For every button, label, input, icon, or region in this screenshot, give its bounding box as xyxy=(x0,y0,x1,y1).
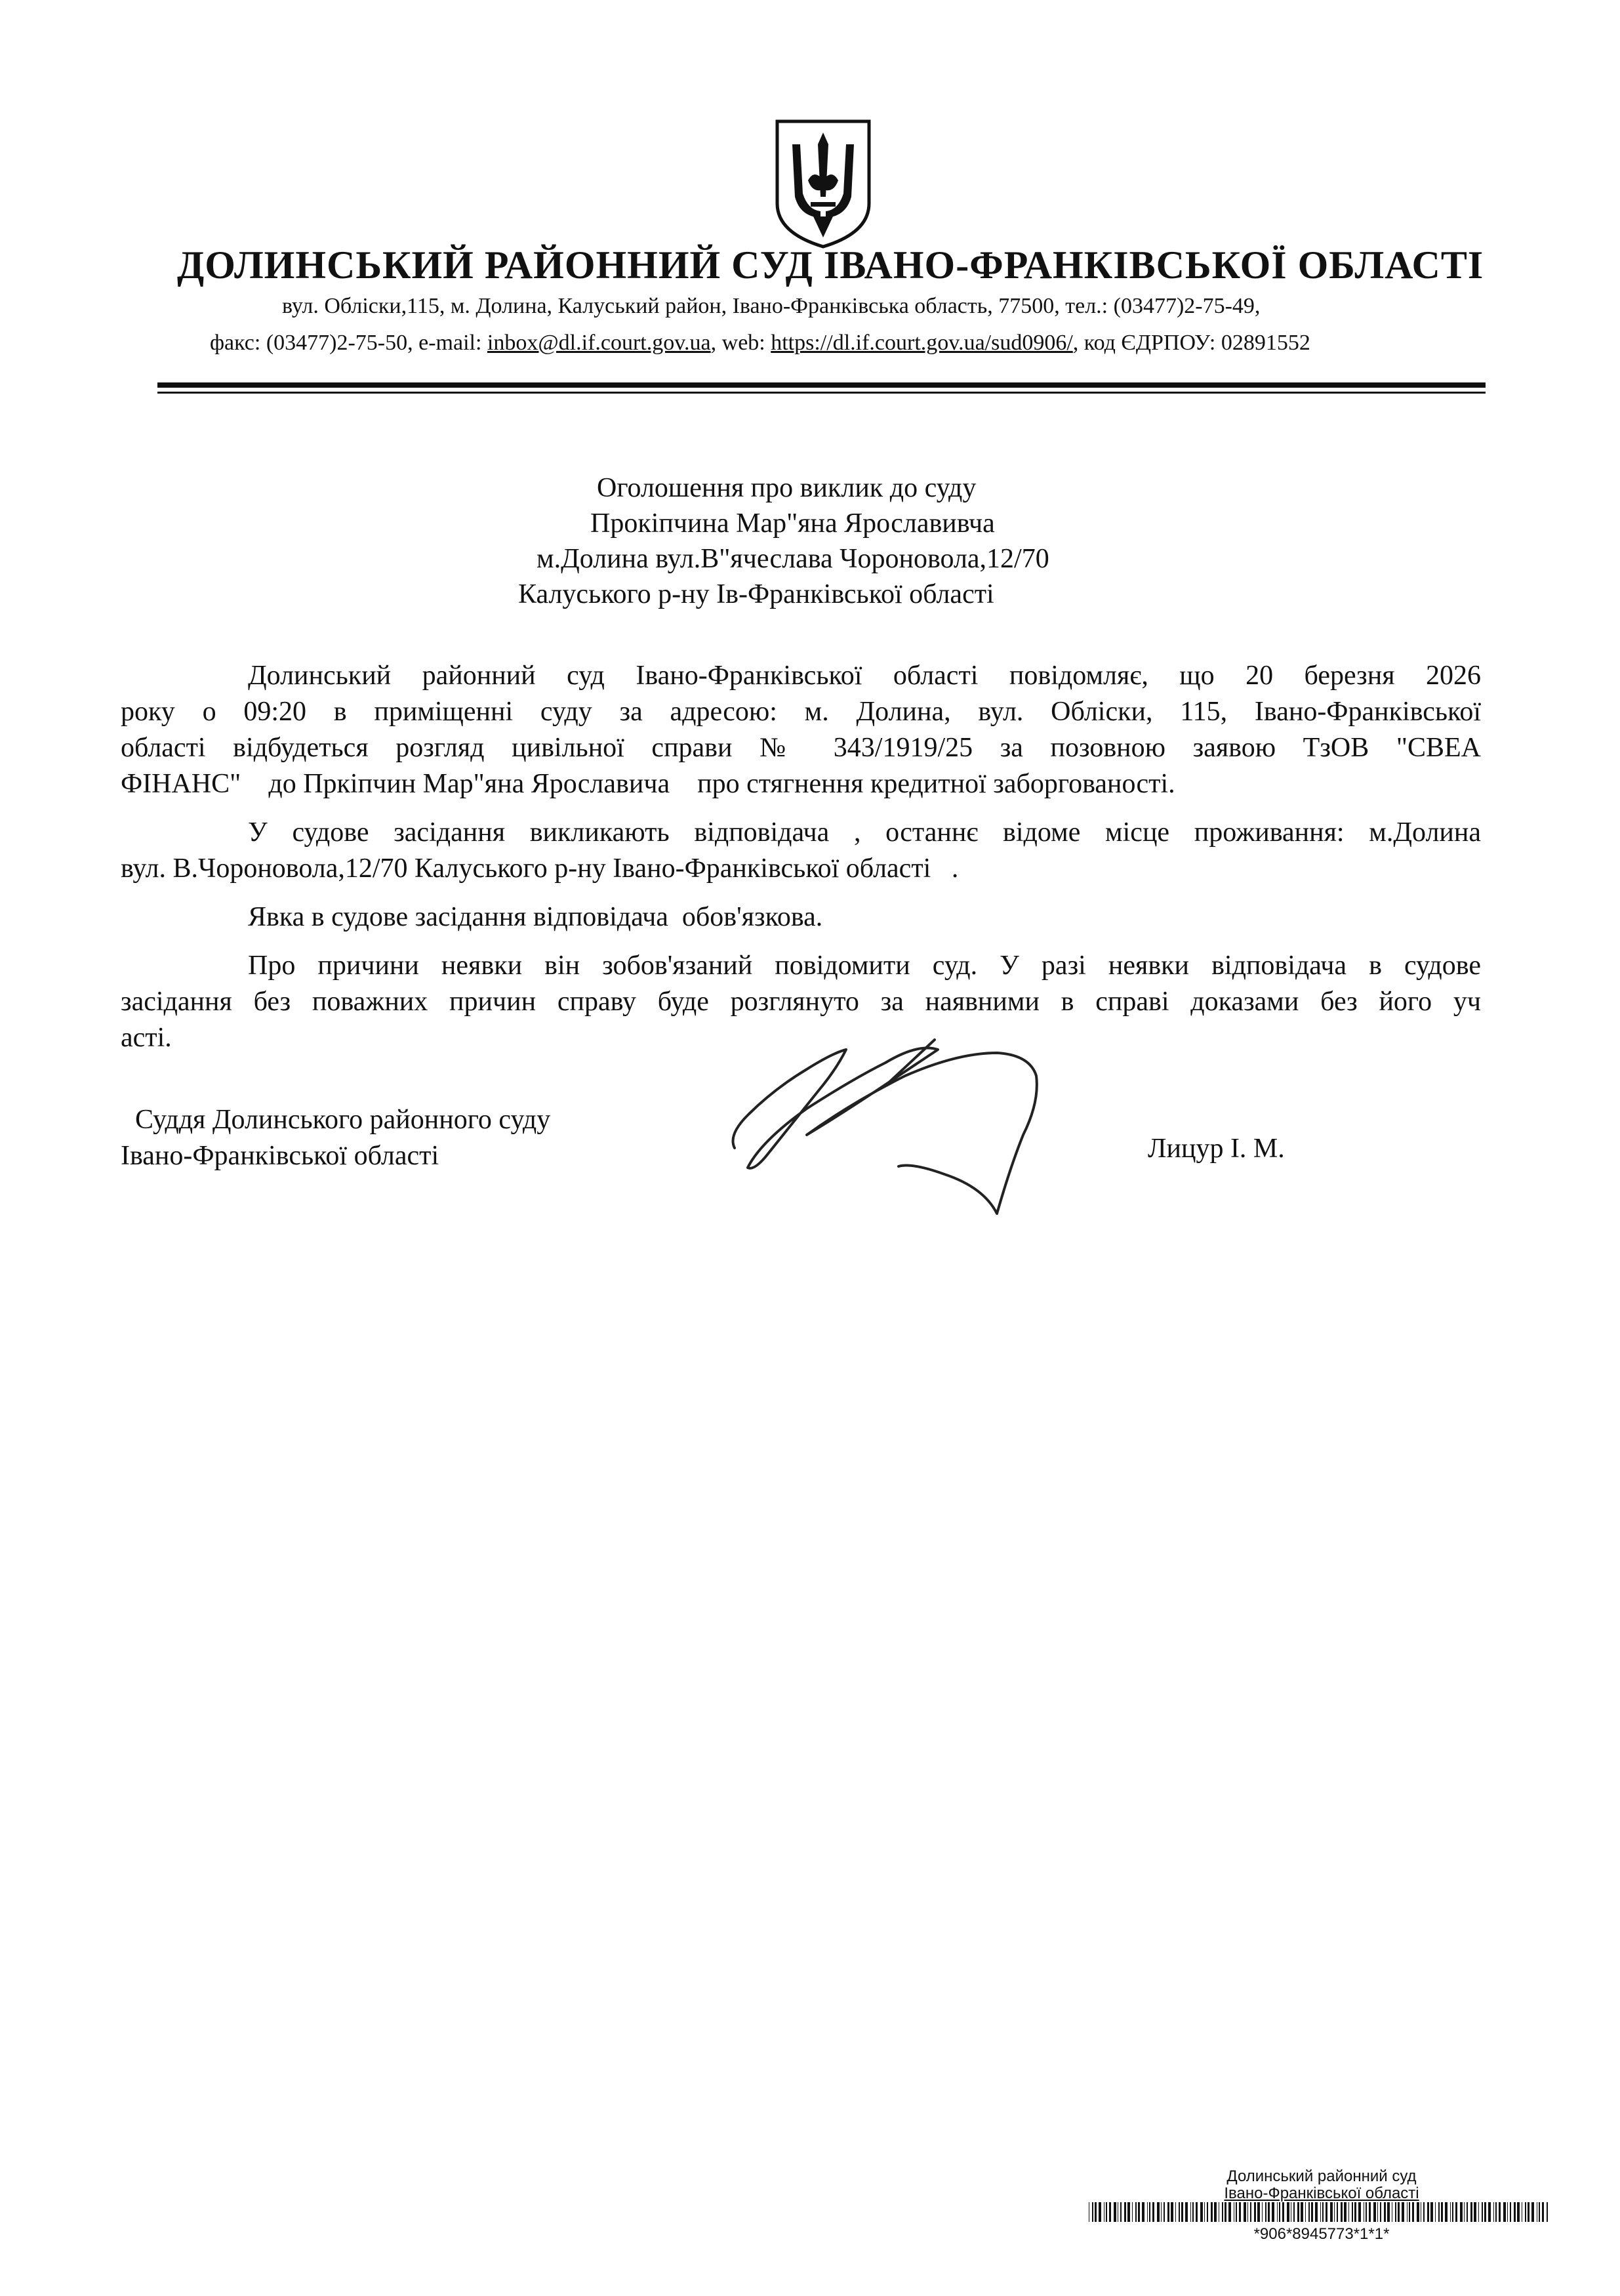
header-rule-thick xyxy=(157,382,1486,388)
notice-address-line-2: Калуського р-ну Ів-Франківської області xyxy=(518,579,994,609)
notice-address-line-1: м.Долина вул.В"ячеслава Чороновола,12/70 xyxy=(537,544,1049,574)
notice-addressee: Прокіпчина Мар"яна Ярославивча xyxy=(590,508,995,539)
judge-position-line-2: Івано-Франківської області xyxy=(121,1141,439,1171)
registry-stamp-line-1: Долинський районний суд xyxy=(1226,2167,1417,2185)
paragraph-2-line-1: У судове засідання викликають відповідача , останнє відоме місце проживання: м.Долина xyxy=(248,817,1481,848)
paragraph-2-line-2: вул. В.Чороновола,12/70 Калуського р-ну Івано-Франківської області . xyxy=(121,853,959,884)
edrpou-text: , код ЄДРПОУ: 02891552 xyxy=(1072,331,1310,355)
fax-text: факс: (03477)2-75-50, e-mail: xyxy=(210,331,487,355)
judge-position-line-1: Суддя Долинського районного суду xyxy=(135,1105,551,1135)
barcode xyxy=(1089,2202,1548,2222)
website-link[interactable]: https://dl.if.court.gov.ua/sud0906/ xyxy=(771,331,1073,355)
email-link[interactable]: inbox@dl.if.court.gov.ua xyxy=(487,331,711,355)
handwritten-signature xyxy=(721,1023,1089,1233)
web-label: , web: xyxy=(710,331,771,355)
paragraph-4-line-3: асті. xyxy=(121,1023,172,1053)
notice-title: Оголошення про виклик до суду xyxy=(597,473,977,503)
court-address: вул. Обліски,115, м. Долина, Калуський район, Івано-Франківська область, 77500, тел.: (03477)2-75-49, xyxy=(282,294,1261,318)
paragraph-3: Явка в судове засідання відповідача обов'язкова. xyxy=(248,902,823,932)
court-contacts xyxy=(210,331,1310,356)
court-name-heading: ДОЛИНСЬКИЙ РАЙОННИЙ СУД ІВАНО-ФРАНКІВСЬКОЇ ОБЛАСТІ xyxy=(177,243,1484,287)
paragraph-1-line-1: Долинський районний суд Івано-Франківської області повідомляє, що 20 березня 2026 xyxy=(248,661,1481,691)
paragraph-1-line-3: області відбудеться розгляд цивільної справи № 343/1919/25 за позовною заявою ТзОВ "СВЕА xyxy=(121,733,1481,763)
paragraph-1-line-4: ФІНАНС" до Пркіпчин Мар"яна Ярославича про стягнення кредитної заборгованості. xyxy=(121,769,1175,799)
coat-of-arms-icon xyxy=(774,118,872,249)
registry-stamp-line-2: Івано-Франківської області xyxy=(1224,2184,1419,2202)
paragraph-1-line-2: року о 09:20 в приміщенні суду за адресою: м. Долина, вул. Обліски, 115, Івано-Франківської xyxy=(121,697,1481,727)
barcode-text: *906*8945773*1*1* xyxy=(1253,2225,1390,2243)
header-rule-thin xyxy=(157,392,1486,394)
paragraph-4-line-1: Про причини неявки він зобов'язаний повідомити суд. У разі неявки відповідача в судове xyxy=(248,951,1481,981)
paragraph-4-line-2: засідання без поважних причин справу буде розглянуто за наявними в справі доказами без його уч xyxy=(121,987,1481,1017)
judge-name: Лицур І. М. xyxy=(1148,1134,1285,1164)
